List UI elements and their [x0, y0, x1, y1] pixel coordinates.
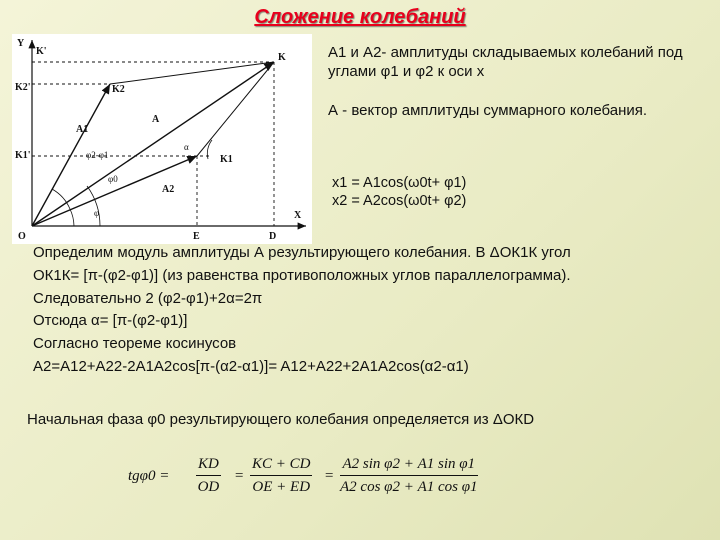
- label-x: X: [294, 210, 302, 221]
- body-line-2: ОК1К= [π-(φ2-φ1)] (из равенства противоположных углов параллелограмма).: [33, 266, 571, 284]
- label-a2: A2: [162, 184, 175, 195]
- fraction-kc-cd: [250, 456, 312, 496]
- label-k: K: [278, 52, 286, 63]
- equation-x2: x2 = A2cos(ω0t+ φ2): [332, 193, 467, 209]
- fraction-amplitudes: [340, 456, 478, 496]
- amplitude-description: А1 и А2- амплитуды складываемых колебаний под углами φ1 и φ2 к оси х: [328, 44, 683, 80]
- fraction-3-denominator: A2 cos φ2 + A1 cos φ1: [340, 479, 478, 495]
- phase-formula: [128, 452, 588, 506]
- vector-a: [32, 62, 274, 226]
- label-d: D: [269, 231, 277, 242]
- formula-lhs: tgφ0 =: [128, 468, 170, 484]
- label-o: O: [18, 231, 26, 242]
- fraction-3-numerator: A2 sin φ2 + A1 sin φ1: [340, 456, 478, 476]
- body-line-1: Определим модуль амплитуды А результирующего колебания. В ΔОК1К угол: [33, 244, 571, 261]
- body-line-4: Отсюда α= [π-(φ2-φ1)]: [33, 312, 188, 330]
- body-line-5: Согласно теореме косинусов: [33, 335, 237, 353]
- formula-equals-1: =: [234, 468, 245, 484]
- label-k2: K2: [112, 84, 125, 95]
- label-k2-prime: K2': [15, 82, 31, 93]
- label-alpha: α: [184, 142, 189, 152]
- body-line-3: Следовательно 2 (φ2-φ1)+2α=2π: [33, 289, 263, 307]
- label-phi: φ: [94, 208, 100, 218]
- equation-x1: x1 = A1cos(ω0t+ φ1): [332, 175, 467, 191]
- label-k1: K1: [220, 154, 233, 165]
- vector-diagram: [12, 34, 312, 244]
- fraction-1-denominator: OD: [197, 479, 220, 495]
- label-e: E: [193, 231, 200, 242]
- label-a1: A1: [76, 124, 89, 135]
- label-phi2-minus-phi1: φ2-φ1: [86, 150, 109, 160]
- label-k-prime: K': [36, 46, 47, 57]
- label-k1-prime: K1': [15, 150, 31, 161]
- oscillation-equations: [332, 174, 466, 210]
- label-a: A: [152, 114, 160, 125]
- formula-equals-2: =: [324, 468, 335, 484]
- body-line-6: A2=A12+A22-2A1A2cos[π-(α2-α1)]= A12+A22+2A1A2cos(α2-α1): [33, 357, 469, 375]
- derivation-text: [33, 242, 713, 379]
- fraction-2-denominator: OE + ED: [252, 479, 311, 495]
- label-phi0: φ0: [108, 174, 118, 184]
- fraction-2-numerator: KC + CD: [250, 456, 312, 476]
- phase-text: Начальная фаза φ0 результирующего колебания определяется из ΔОКD: [27, 411, 535, 428]
- fraction-1-numerator: KD: [196, 456, 221, 476]
- fraction-kd-od: [196, 456, 221, 496]
- sum-vector-description: А - вектор амплитуды суммарного колебания.: [328, 102, 648, 119]
- slide-title: Сложение колебаний: [254, 6, 466, 28]
- label-y: Y: [17, 38, 25, 49]
